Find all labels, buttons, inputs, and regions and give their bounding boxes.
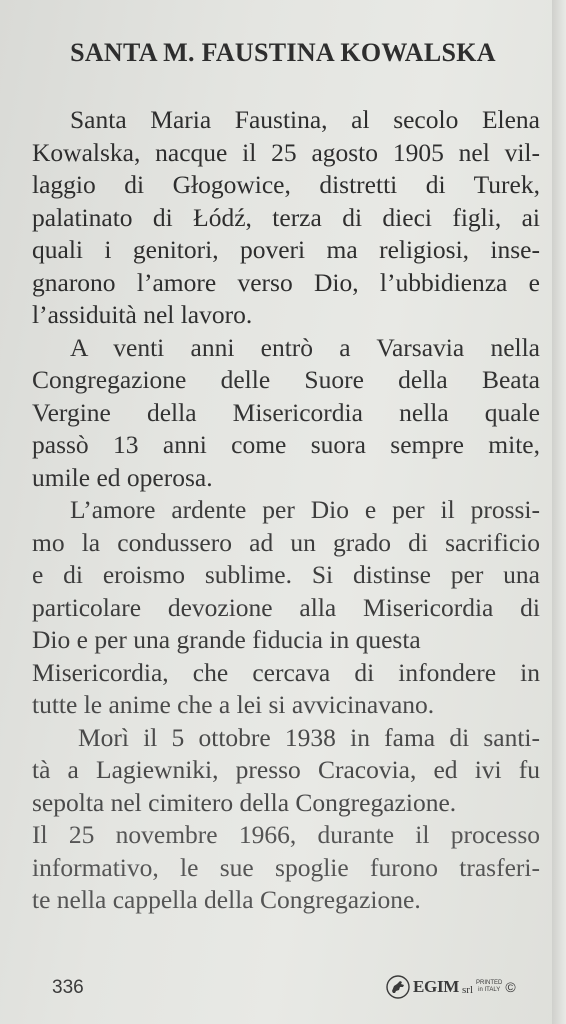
publisher-mark	[386, 975, 516, 999]
text-line: Santa Maria Faustina, al secolo Elena	[70, 105, 540, 134]
text-line: sepolta nel cimitero della Congregazione.	[32, 787, 457, 817]
text-line: Vergine della Misericordia nella quale	[32, 397, 540, 427]
text-line: L’amore ardente per Dio e per il prossi-	[70, 495, 540, 524]
horse-logo-icon	[386, 975, 410, 999]
text-line: palatinato di Łódź, terza di dieci figli, ai	[32, 202, 540, 232]
text-line: Congregazione delle Suore della Beata	[32, 365, 540, 394]
text-line: mo la condussero ad un grado di sacrificio	[32, 527, 540, 557]
printed-line-1: PRINTED	[476, 980, 503, 986]
text-line: Misericordia, che cercava di infondere in	[32, 657, 540, 687]
publisher-name: EGIM	[413, 977, 460, 996]
text-line: quali i genitori, poveri ma religiosi, inse-	[32, 235, 540, 264]
text-line: tà a Lagiewniki, presso Cracovia, ed ivi fu	[32, 755, 540, 784]
card-edge	[552, 0, 566, 1024]
text-line: tutte le anime che a lei si avvicinavano.	[32, 690, 435, 719]
text-line: e di eroismo sublime. Si distinse per una	[32, 560, 540, 589]
publisher-suffix: srl	[462, 984, 474, 996]
text-line: gnarono l’amore verso Dio, l’ubbidienza e	[32, 267, 540, 297]
printed-in-label	[476, 980, 502, 994]
text-line: umile ed operosa.	[32, 462, 213, 492]
text-line: l’assiduità nel lavoro.	[32, 300, 253, 329]
text-line: passò 13 anni come suora sempre mite,	[32, 430, 540, 459]
copyright-symbol: ©	[505, 979, 516, 995]
text-line: particolare devozione alla Misericordia di	[32, 592, 540, 622]
biography-text	[32, 104, 540, 917]
text-line: laggio di Głogowice, distretti di Turek,	[32, 170, 540, 199]
text-line: Morì il 5 ottobre 1938 in fama di santi-	[78, 722, 540, 752]
text-line: Dio e per una grande fiducia in questa	[32, 625, 421, 654]
text-line: Kowalska, nacque il 25 agosto 1905 nel vil-	[32, 137, 540, 167]
text-line: Il 25 novembre 1966, durante il processo	[32, 820, 540, 849]
printed-line-2: in ITALY	[478, 987, 501, 993]
page-number: 336	[52, 977, 84, 998]
text-line: A venti anni entrò a Varsavia nella	[70, 332, 540, 362]
text-line: informativo, le sue spoglie furono trasferi-	[32, 852, 540, 882]
text-line: te nella cappella della Congregazione.	[32, 885, 421, 914]
page-title: SANTA M. FAUSTINA KOWALSKA	[70, 38, 496, 67]
